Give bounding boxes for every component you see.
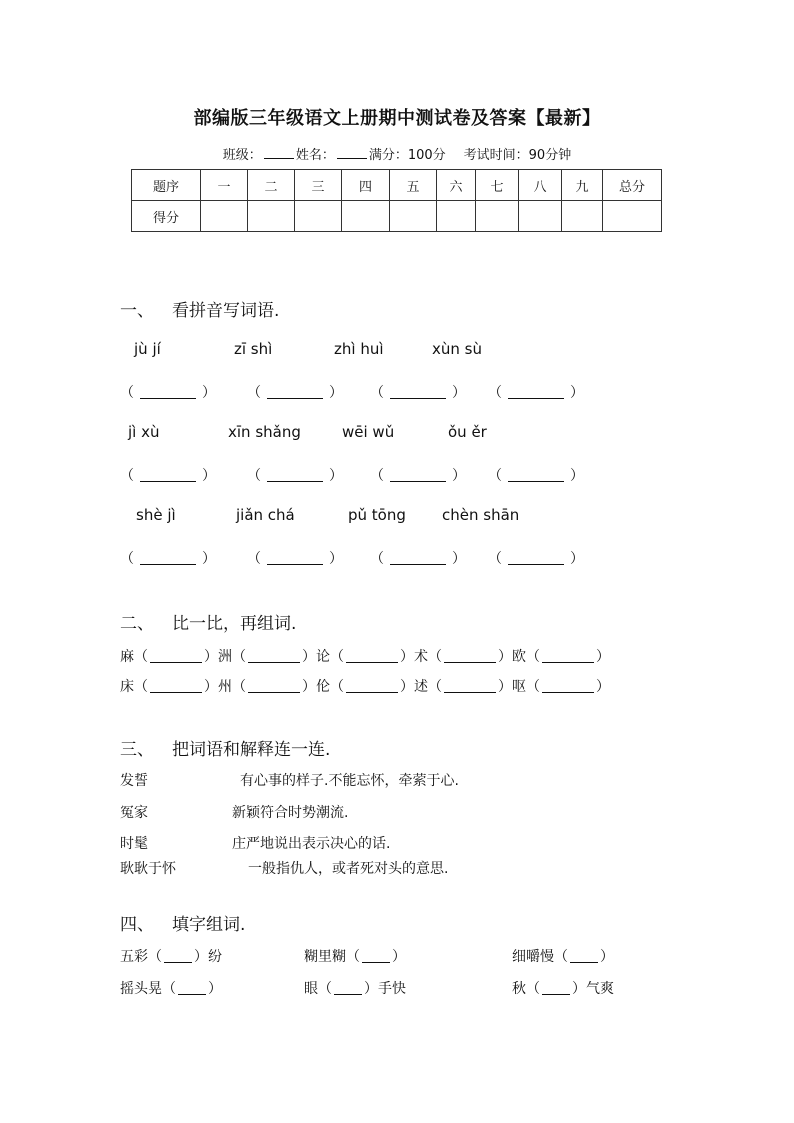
answer-blank[interactable]: （ ） xyxy=(370,551,466,567)
section-number: 三、 xyxy=(120,740,154,760)
pinyin-text: chèn shān xyxy=(442,506,520,524)
table-cell: 一 xyxy=(201,170,248,201)
section-4-heading xyxy=(120,910,245,935)
fill-item[interactable]: 糊里糊（ ） xyxy=(304,949,406,965)
compare-item[interactable]: 欧（ ） xyxy=(512,649,610,665)
answer-blank[interactable]: （ ） xyxy=(247,385,343,401)
score-entry-cell[interactable] xyxy=(201,201,248,232)
table-cell: 四 xyxy=(342,170,390,201)
fill-item[interactable]: 五彩（ ）纷 xyxy=(120,949,222,965)
section-number: 二、 xyxy=(120,614,154,634)
score-entry-cell[interactable] xyxy=(476,201,519,232)
score-entry-cell[interactable] xyxy=(437,201,476,232)
section-title: 比一比，再组词. xyxy=(172,614,297,634)
section-title: 看拼音写词语. xyxy=(172,301,280,321)
pinyin-text: jì xù xyxy=(128,423,160,441)
compare-row xyxy=(120,646,610,666)
answer-blank[interactable]: （ ） xyxy=(370,385,466,401)
section-3-heading xyxy=(120,735,330,760)
section-title: 把词语和解释连一连. xyxy=(172,740,331,760)
score-entry-cell[interactable] xyxy=(248,201,295,232)
pinyin-row xyxy=(0,340,794,362)
answer-blank[interactable]: （ ） xyxy=(120,551,216,567)
fill-item[interactable]: 细嚼慢（ ） xyxy=(512,949,614,965)
pinyin-row xyxy=(0,423,794,445)
pinyin-text: xùn sù xyxy=(432,340,482,358)
name-label: 姓名： xyxy=(295,148,335,163)
full-score: 满分：100分 xyxy=(368,148,446,163)
score-entry-cell[interactable] xyxy=(295,201,342,232)
match-definition[interactable]: 庄严地说出表示决心的话. xyxy=(232,836,391,852)
fill-item[interactable]: 摇头晃（ ） xyxy=(120,981,222,997)
pinyin-text: xīn shǎng xyxy=(228,423,301,441)
pinyin-text: zī shì xyxy=(234,340,273,358)
table-cell: 八 xyxy=(519,170,562,201)
answer-blank[interactable]: （ ） xyxy=(247,468,343,484)
score-entry-cell[interactable] xyxy=(603,201,662,232)
table-cell: 二 xyxy=(248,170,295,201)
compare-row xyxy=(120,676,610,696)
pinyin-text: jiǎn chá xyxy=(236,506,295,524)
match-word[interactable]: 时髦 xyxy=(120,836,148,852)
page-title: 部编版三年级语文上册期中测试卷及答案【最新】 xyxy=(193,108,601,129)
table-cell: 总分 xyxy=(603,170,662,201)
answer-blank[interactable]: （ ） xyxy=(488,551,584,567)
table-cell: 三 xyxy=(295,170,342,201)
compare-item[interactable]: 洲（ ） xyxy=(218,649,316,665)
table-cell: 题序 xyxy=(132,170,201,201)
answer-blank[interactable]: （ ） xyxy=(120,468,216,484)
table-cell: 六 xyxy=(437,170,476,201)
score-entry-cell[interactable] xyxy=(519,201,562,232)
answer-blank[interactable]: （ ） xyxy=(120,385,216,401)
score-entry-cell[interactable] xyxy=(342,201,390,232)
answer-row xyxy=(0,548,794,570)
compare-item[interactable]: 床（ ） xyxy=(120,679,218,695)
compare-item[interactable]: 呕（ ） xyxy=(512,679,610,695)
table-cell: 五 xyxy=(390,170,437,201)
exam-time: 考试时间：90分钟 xyxy=(463,148,572,163)
table-cell: 得分 xyxy=(132,201,201,232)
compare-item[interactable]: 术（ ） xyxy=(414,649,512,665)
compare-item[interactable]: 伦（ ） xyxy=(316,679,414,695)
answer-row xyxy=(0,465,794,487)
pinyin-text: pǔ tōng xyxy=(348,506,406,524)
section-number: 四、 xyxy=(120,915,154,935)
pinyin-text: zhì huì xyxy=(334,340,384,358)
pinyin-row xyxy=(0,506,794,528)
section-1-heading xyxy=(120,296,279,321)
compare-item[interactable]: 论（ ） xyxy=(316,649,414,665)
answer-blank[interactable]: （ ） xyxy=(488,385,584,401)
answer-blank[interactable]: （ ） xyxy=(370,468,466,484)
score-table-score-row xyxy=(132,201,662,232)
pinyin-text: jù jí xyxy=(134,340,161,358)
match-word[interactable]: 耿耿于怀 xyxy=(120,861,176,877)
compare-item[interactable]: 述（ ） xyxy=(414,679,512,695)
match-definition[interactable]: 一般指仇人，或者死对头的意思. xyxy=(248,861,449,877)
score-table-header-row xyxy=(132,170,662,201)
score-entry-cell[interactable] xyxy=(390,201,437,232)
section-number: 一、 xyxy=(120,301,154,321)
answer-row xyxy=(0,382,794,404)
student-info-line xyxy=(0,144,794,163)
pinyin-text: wēi wǔ xyxy=(342,423,395,441)
answer-blank[interactable]: （ ） xyxy=(488,468,584,484)
fill-item[interactable]: 眼（ ）手快 xyxy=(304,981,406,997)
compare-item[interactable]: 州（ ） xyxy=(218,679,316,695)
class-blank[interactable] xyxy=(264,158,294,159)
section-title: 填字组词. xyxy=(172,915,246,935)
table-cell: 七 xyxy=(476,170,519,201)
match-word[interactable]: 发誓 xyxy=(120,773,148,789)
match-word[interactable]: 冤家 xyxy=(120,805,148,821)
match-definition[interactable]: 有心事的样子.不能忘怀，牵萦于心. xyxy=(240,773,459,789)
pinyin-text: shè jì xyxy=(136,506,176,524)
class-label: 班级： xyxy=(222,148,262,163)
fill-item[interactable]: 秋（ ）气爽 xyxy=(512,981,614,997)
answer-blank[interactable]: （ ） xyxy=(247,551,343,567)
name-blank[interactable] xyxy=(337,158,367,159)
score-table xyxy=(131,169,662,232)
score-entry-cell[interactable] xyxy=(562,201,603,232)
table-cell: 九 xyxy=(562,170,603,201)
pinyin-text: ǒu ěr xyxy=(448,423,487,441)
section-2-heading xyxy=(120,609,296,634)
compare-item[interactable]: 麻（ ） xyxy=(120,649,218,665)
match-definition[interactable]: 新颖符合时势潮流. xyxy=(232,805,349,821)
